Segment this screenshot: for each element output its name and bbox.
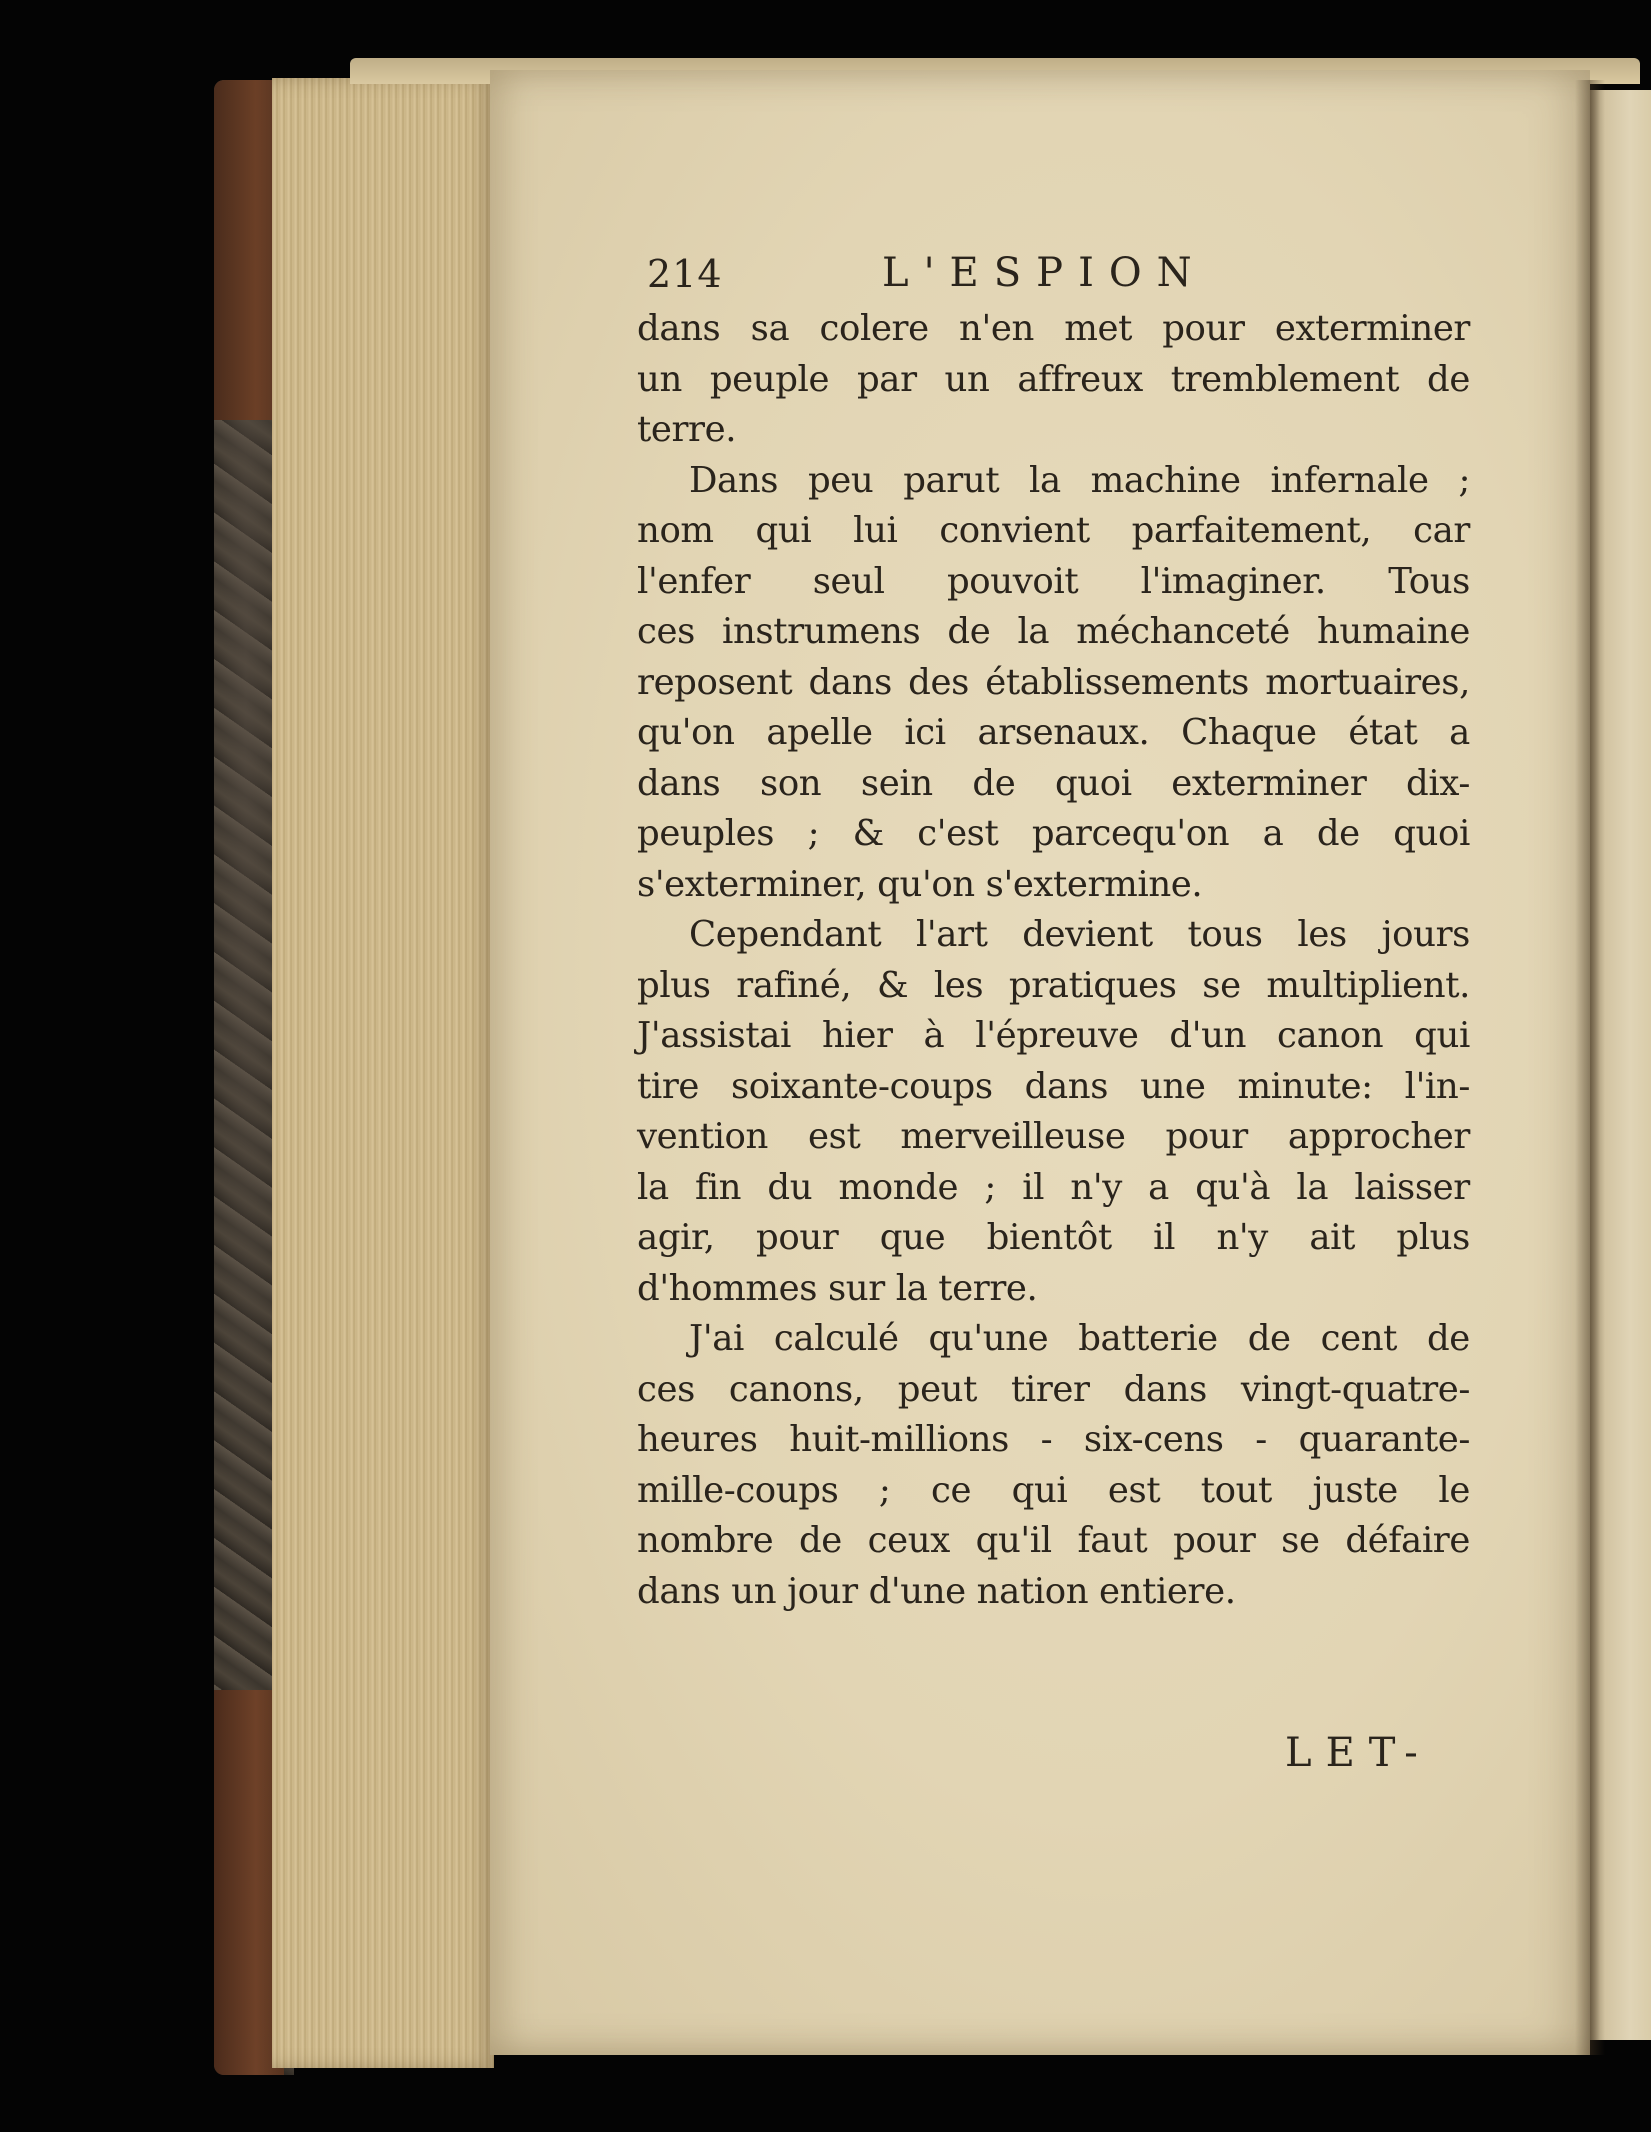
text-line: heures huit-millions - six-cens - quarante-: [637, 1419, 1470, 1460]
catchword: LET-: [1285, 1730, 1432, 1776]
paragraph: [637, 456, 1470, 911]
text-line: terre.: [637, 409, 737, 450]
book-gutter: [1575, 80, 1605, 2055]
text-line: plus rafiné, & les pratiques se multiplient.: [637, 964, 1470, 1006]
text-line: ces instrumens de la méchanceté humaine: [637, 611, 1470, 652]
text-line: d'hommes sur la terre.: [637, 1267, 1038, 1309]
text-line: ces canons, peut tirer dans vingt-quatre-: [637, 1368, 1470, 1410]
paragraph: [637, 304, 1470, 456]
text-line: dans sa colere n'en met pour exterminer: [637, 308, 1470, 349]
page-number: 214: [647, 252, 723, 296]
text-line: peuples ; & c'est parcequ'on a de quoi: [637, 813, 1470, 854]
text-line: s'exterminer, qu'on s'extermine.: [637, 863, 1203, 905]
running-title: L'ESPION: [882, 250, 1207, 296]
text-line: dans son sein de quoi exterminer dix-: [637, 762, 1470, 804]
text-line: reposent dans des établissements mortuaires,: [637, 661, 1470, 703]
text-line: Cependant l'art devient tous les jours: [689, 914, 1470, 955]
text-line: Dans peu parut la machine infernale ;: [689, 459, 1470, 501]
text-line: mille-coups ; ce qui est tout juste le: [637, 1469, 1470, 1511]
text-line: dans un jour d'une nation entiere.: [637, 1570, 1236, 1612]
paragraph: [637, 1314, 1470, 1617]
text-line: vention est merveilleuse pour approcher: [637, 1116, 1470, 1157]
text-line: un peuple par un affreux tremblement de: [637, 358, 1470, 400]
text-line: la fin du monde ; il n'y a qu'à la laisser: [637, 1166, 1470, 1208]
text-line: tire soixante-coups dans une minute: l'in-: [637, 1065, 1470, 1107]
text-line: agir, pour que bientôt il n'y ait plus: [637, 1217, 1470, 1258]
text-line: J'assistai hier à l'épreuve d'un canon qui: [637, 1015, 1470, 1056]
text-line: J'ai calculé qu'une batterie de cent de: [689, 1318, 1470, 1359]
text-line: nom qui lui convient parfaitement, car: [637, 510, 1470, 551]
paragraph: [637, 910, 1470, 1314]
page-text-block: [637, 250, 1470, 1617]
running-head: [637, 250, 1470, 304]
text-line: nombre de ceux qu'il faut pour se défaire: [637, 1520, 1470, 1561]
page-edges: [272, 78, 494, 2068]
text-line: qu'on apelle ici arsenaux. Chaque état a: [637, 712, 1470, 753]
body-text: [637, 304, 1470, 1617]
text-line: l'enfer seul pouvoit l'imaginer. Tous: [637, 560, 1470, 602]
